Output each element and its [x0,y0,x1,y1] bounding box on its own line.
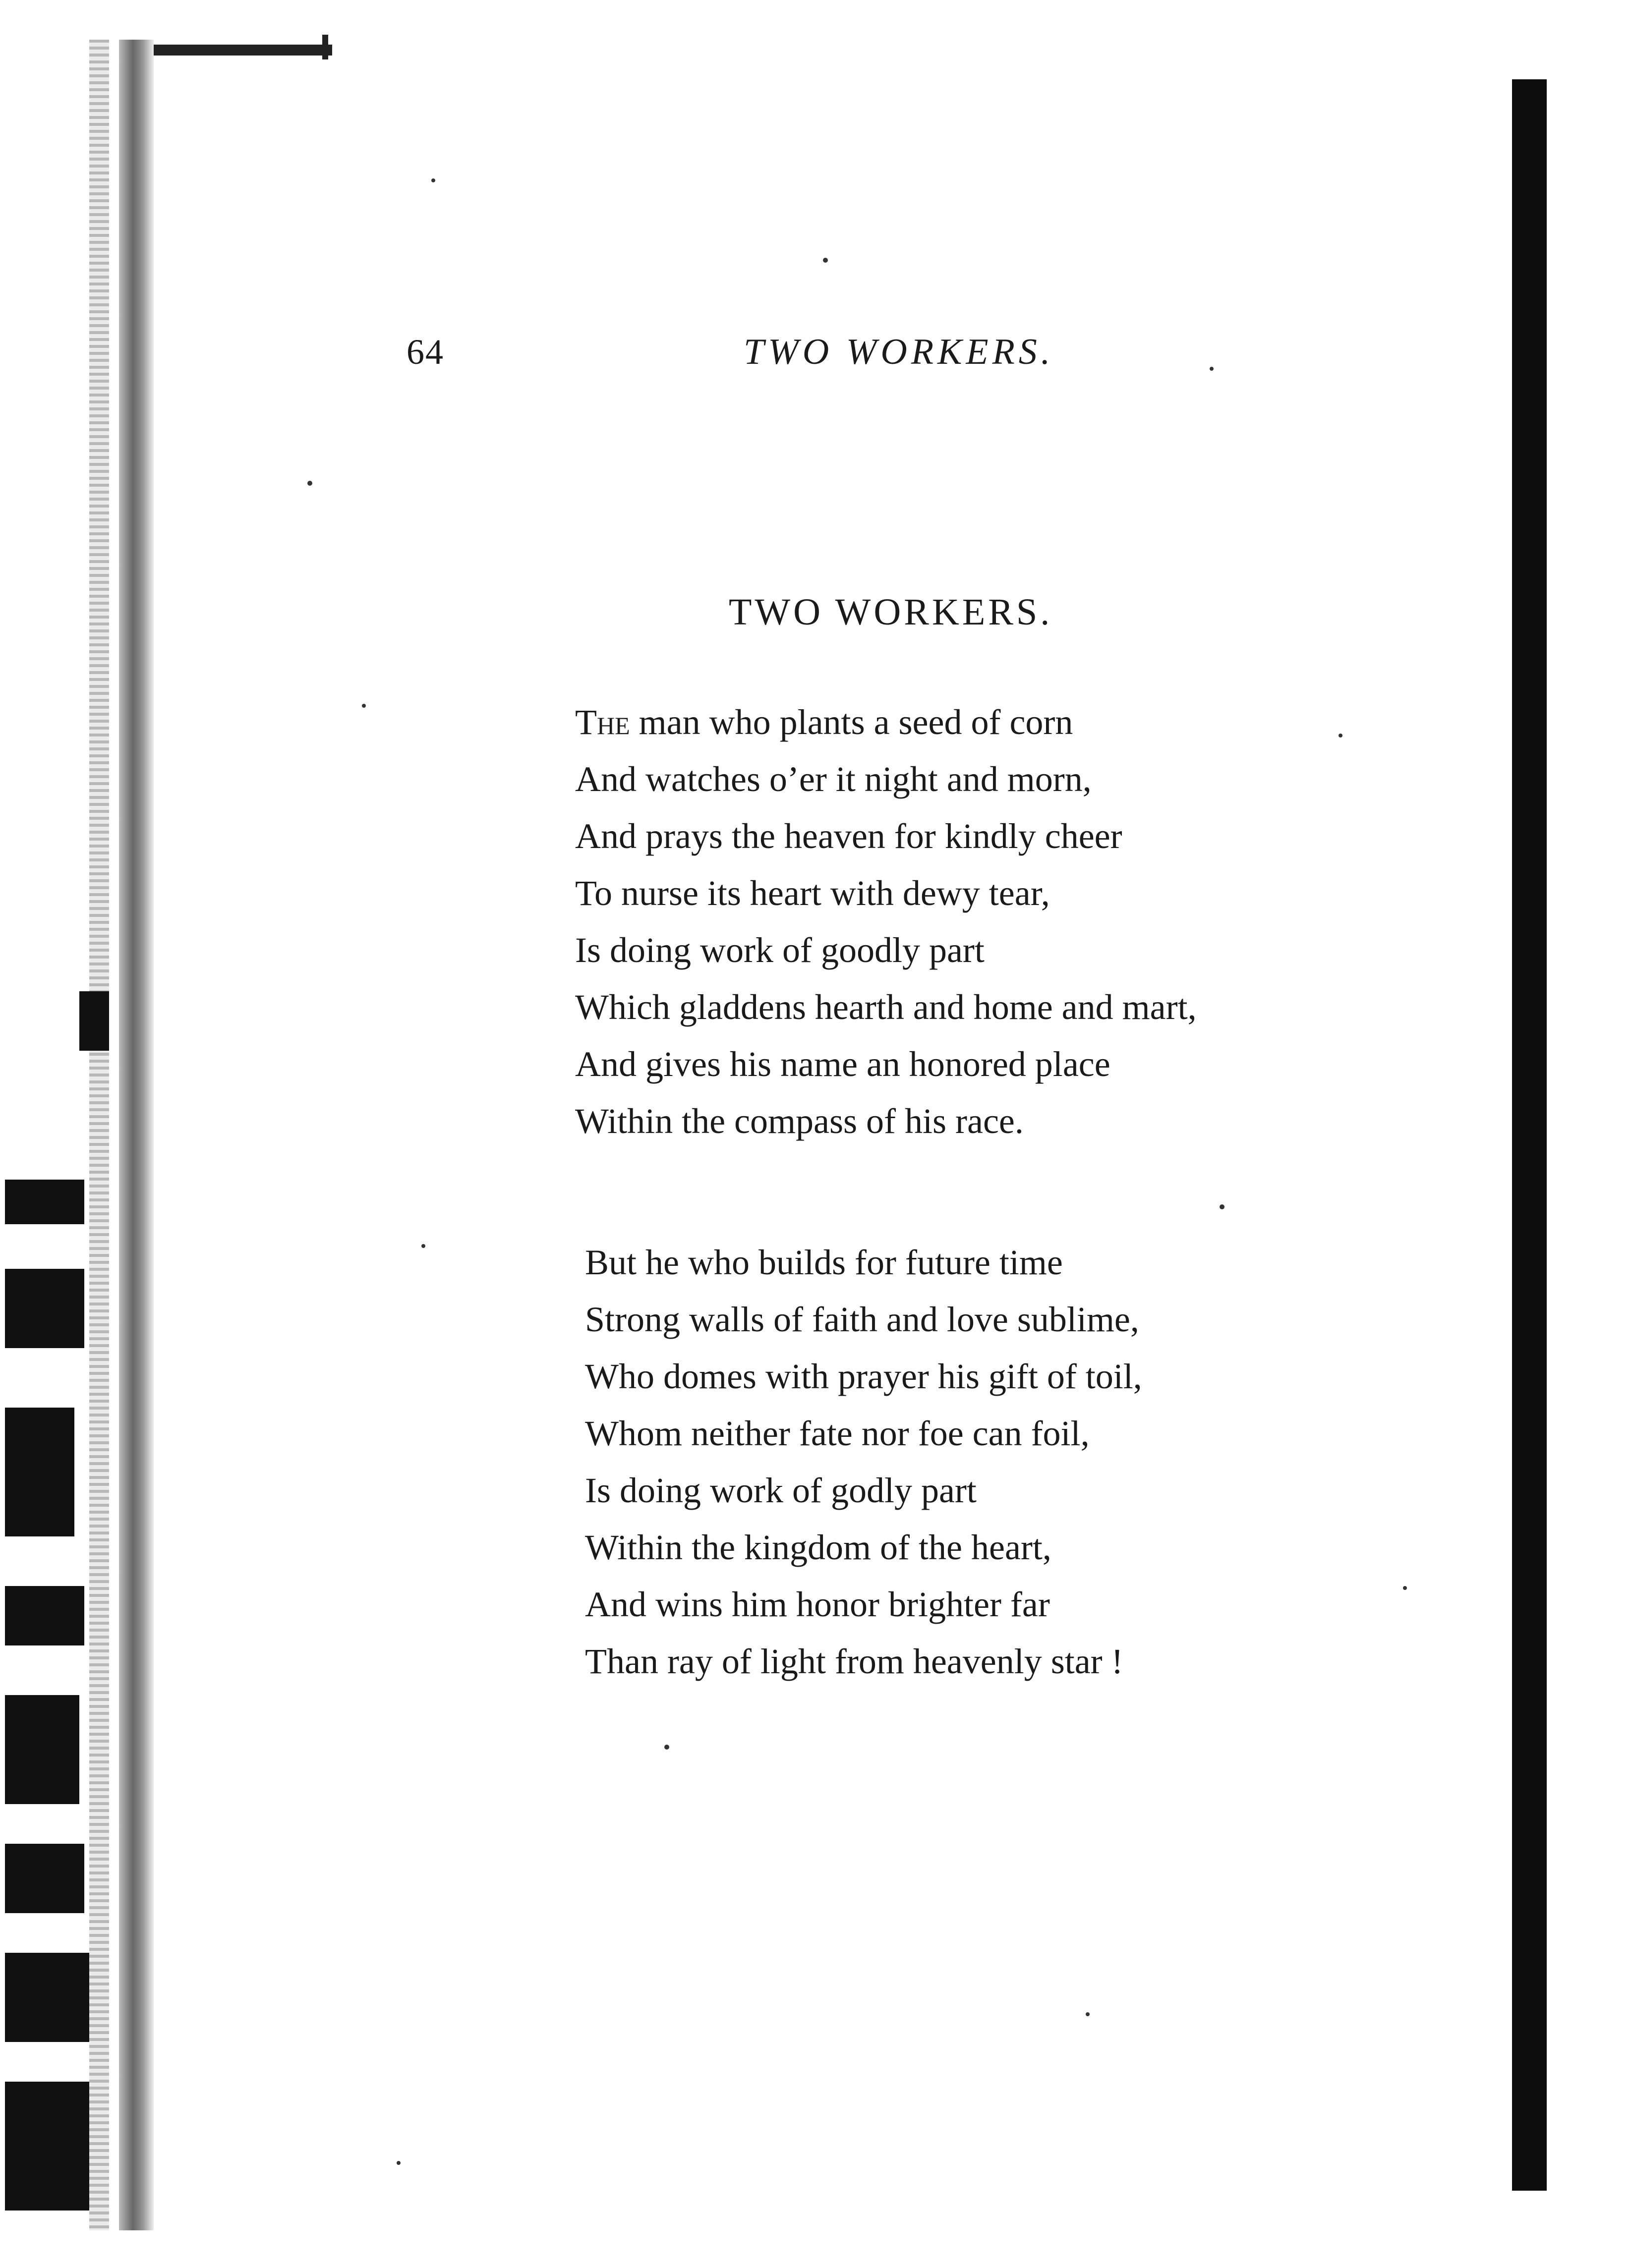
stanza-2 [585,1234,1428,1690]
scan-speck [1210,367,1214,371]
scan-top-rule [144,45,332,56]
running-title: TWO WORKERS. [744,332,1054,372]
poem-line: Which gladdens hearth and home and mart, [575,987,1197,1027]
scan-speck [307,481,312,486]
binding-bar [5,1695,79,1804]
poem-line: Is doing work of goodly part [575,930,985,970]
running-head [407,327,1110,387]
binding-bar [5,1844,84,1913]
first-line-rest: man who plants a seed of corn [630,702,1073,742]
binding-bar [5,1586,84,1645]
poem-line: Within the compass of his race. [575,1101,1024,1141]
poem-line: And gives his name an honored place [575,1044,1110,1084]
scan-speck [362,704,366,708]
binding-bar [5,1408,74,1536]
binding-bar [79,991,109,1051]
poem-line: Whom neither fate nor foe can foil, [585,1414,1090,1453]
binding-bar [5,2082,89,2211]
scan-speck [1403,1586,1407,1590]
stanza-1 [575,694,1418,1150]
binding-shade [119,40,154,2230]
poem-line: Than ray of light from heavenly star ! [585,1642,1123,1681]
poem-line: But he who builds for future time [585,1243,1063,1282]
page-number: 64 [407,332,444,372]
binding-shade-inner [89,40,109,2230]
first-word-smallcaps: The [575,702,630,742]
scan-top-rule-tick [322,35,328,59]
scan-speck [1339,734,1342,737]
poem-line: Strong walls of faith and love sublime, [585,1300,1139,1339]
poem-line: Is doing work of godly part [585,1471,977,1510]
poem-line: Within the kingdom of the heart, [585,1528,1051,1567]
scan-speck [664,1745,669,1750]
binding-bar [5,1953,89,2042]
scan-speck [1220,1204,1224,1209]
poem-line: Who domes with prayer his gift of toil, [585,1357,1142,1396]
scan-speck [421,1244,425,1248]
poem-line [575,694,1418,751]
poem-line: To nurse its heart with dewy tear, [575,873,1050,913]
scan-speck [431,178,435,182]
scan-speck [823,258,828,263]
poem-line: And wins him honor brighter far [585,1585,1050,1624]
scan-speck [1086,2012,1090,2016]
binding-edge-scan-artifact [0,40,169,2230]
right-edge-scan-artifact [1512,79,1547,2191]
poem-line: And prays the heaven for kindly cheer [575,816,1122,856]
poem-line: And watches o’er it night and morn, [575,759,1092,799]
binding-bar [5,1180,84,1224]
poem-title: TWO WORKERS. [729,591,1053,633]
scan-speck [397,2161,401,2165]
binding-bar [5,1269,84,1348]
